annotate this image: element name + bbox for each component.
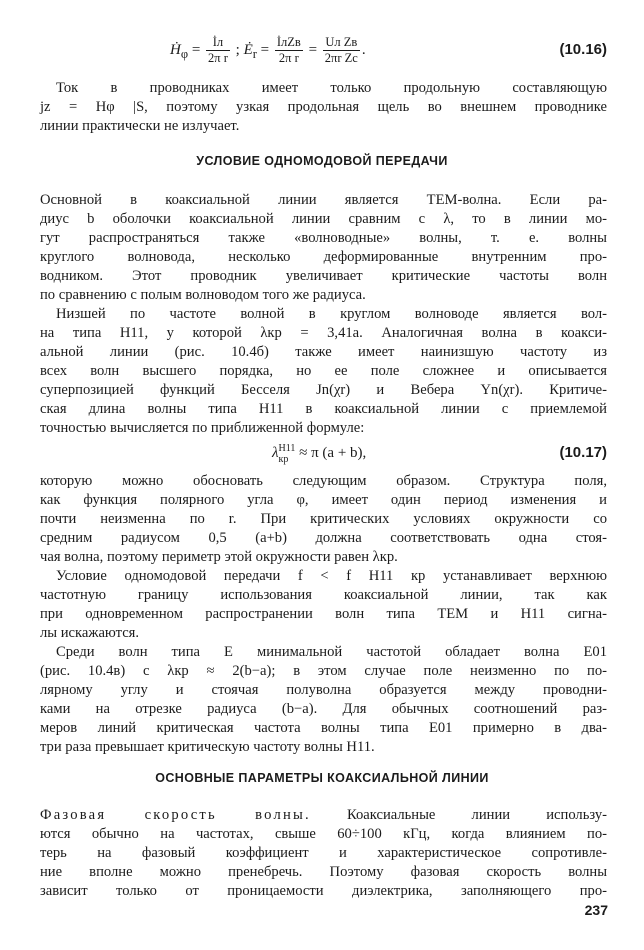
text-line: чая волна, поэтому периметр этой окружности равен λкр. xyxy=(40,549,398,565)
page-number: 237 xyxy=(584,902,608,918)
eq-fraction-3-num: Uл Zв xyxy=(323,35,360,51)
equation-number: (10.16) xyxy=(559,41,607,58)
text-line: водником. Этот проводник увеличивает критические частоты волн xyxy=(40,268,607,284)
eq-end: . xyxy=(361,42,366,58)
text-line: меров линий критическая частота волны типа E01 примерно в два- xyxy=(40,720,607,736)
eq-fraction-2 xyxy=(275,35,303,66)
text-line: Ток в проводниках имеет только продольную составляющую xyxy=(56,80,607,96)
eq-fraction-1 xyxy=(206,35,230,66)
equation-10-16 xyxy=(40,30,607,70)
eq2-rhs: ≈ π (a + b), xyxy=(299,445,367,461)
section-heading: ОСНОВНЫЕ ПАРАМЕТРЫ КОАКСИАЛЬНОЙ ЛИНИИ xyxy=(155,771,489,785)
text-line: (рис. 10.4в) с λкр ≈ 2(b−a); в этом случае поле неизменно по по- xyxy=(40,663,607,679)
eq-fraction-1-den: 2π r xyxy=(208,51,228,66)
eq-e-symbol: Ė xyxy=(243,42,253,58)
text-line: линии практически не излучает. xyxy=(40,118,240,134)
eq-equals-2: = xyxy=(260,42,270,58)
text-line: ками на отрезке радиуса (b−a). Для обычных соотношений раз- xyxy=(40,701,607,717)
eq-e-sub: r xyxy=(252,47,257,61)
text-line: терь на фазовый коэффициент и характеристическое сопротивле- xyxy=(40,845,607,861)
text-line: при одновременном распространении волн типа ТЕМ и H11 сигна- xyxy=(40,606,607,622)
text-line: круглого волновода, несколько деформированные внутренним про- xyxy=(40,249,607,265)
text-line: суперпозицией функций Бесселя Jn(χr) и Вебера Yn(χr). Критиче- xyxy=(40,382,607,398)
text-line: Основной в коаксиальной линии является ТЕМ-волна. Если ра- xyxy=(40,192,607,208)
eq-h-sub: φ xyxy=(180,47,189,61)
section-heading: УСЛОВИЕ ОДНОМОДОВОЙ ПЕРЕДАЧИ xyxy=(196,154,448,168)
text-line: по сравнению с полым волноводом того же радиуса. xyxy=(40,287,366,303)
text-line: всех волн высшего порядка, но ее поле сложнее и описывается xyxy=(40,363,607,379)
text-line xyxy=(40,806,607,825)
eq-fraction-3 xyxy=(323,35,360,66)
text-line: частотную границу использования коаксиальной линии, так как xyxy=(40,587,607,603)
eq2-lambda: λ xyxy=(272,445,279,461)
text-line: три раза превышает критическую частоту волны H11. xyxy=(40,739,375,755)
equation-10-17 xyxy=(40,438,607,468)
text-line: лы искажаются. xyxy=(40,625,140,641)
text-line: почти неизменна по r. При критических условиях окружности со xyxy=(40,511,607,527)
text-line: которую можно обосновать следующим образом. Структура поля, xyxy=(40,473,607,489)
eq-equals-1: = xyxy=(191,42,201,58)
eq-h-symbol: Ḣ xyxy=(170,42,181,58)
text-line: зависит только от проницаемости диэлектрика, заполняющего про- xyxy=(40,883,607,899)
text-line: альной линии (рис. 10.4б) также имеет наинизшую частоту из xyxy=(40,344,607,360)
text-line: диус b оболочки коаксиальной линии сравним с λ, то в линии мо- xyxy=(40,211,607,227)
text-line: средним радиусом 0,5 (a+b) должна соответствовать одна стоя- xyxy=(40,530,607,546)
text-fragment: Коаксиальные линии использу- xyxy=(346,807,607,823)
text-line: ются обычно на частотах, свыше 60÷100 кГц, когда влиянием по- xyxy=(40,826,607,842)
text-line: точностью вычисляется по приближенной формуле: xyxy=(40,420,365,436)
eq-separator: ; xyxy=(235,42,240,58)
lead-phrase: Фазовая скорость волны. xyxy=(40,807,311,823)
eq-fraction-2-den: 2π r xyxy=(278,51,299,66)
text-line: гут распространяться также «волноводные» волны, т. е. волны xyxy=(40,230,607,246)
eq-fraction-3-den: 2πr Zc xyxy=(324,51,358,66)
text-line: Условие одномодовой передачи f < f H11 кр устанавливает верхнюю xyxy=(56,568,607,584)
text-line: ская длина волны типа H11 в коаксиальной линии с приемлемой xyxy=(40,401,607,417)
text-line: на типа H11, у которой λкр = 3,41a. Аналогичная волна в коакси- xyxy=(40,325,607,341)
eq-equals-3: = xyxy=(308,42,318,58)
text-line: Низшей по частоте волной в круглом волноводе является вол- xyxy=(56,306,607,322)
equation-number: (10.17) xyxy=(559,444,607,461)
eq-fraction-1-num: İл xyxy=(206,35,230,51)
text-line: jz = Hφ |S, поэтому узкая продольная щель во внешнем проводнике xyxy=(40,99,607,115)
text-line: Среди волн типа E минимальной частотой обладает волна E01 xyxy=(56,644,607,660)
eq2-sub: кр xyxy=(278,453,289,465)
eq-fraction-2-num: İлZв xyxy=(276,35,301,50)
text-line: ние вполне можно пренебречь. Поэтому фазовая скорость волны xyxy=(40,864,607,880)
eq2-sup: H11 xyxy=(278,442,296,454)
text-line: лярному углу и стоячая полуволна образуется между проводни- xyxy=(40,682,607,698)
text-line: как функция полярного угла φ, имеет один период изменения и xyxy=(40,492,607,508)
